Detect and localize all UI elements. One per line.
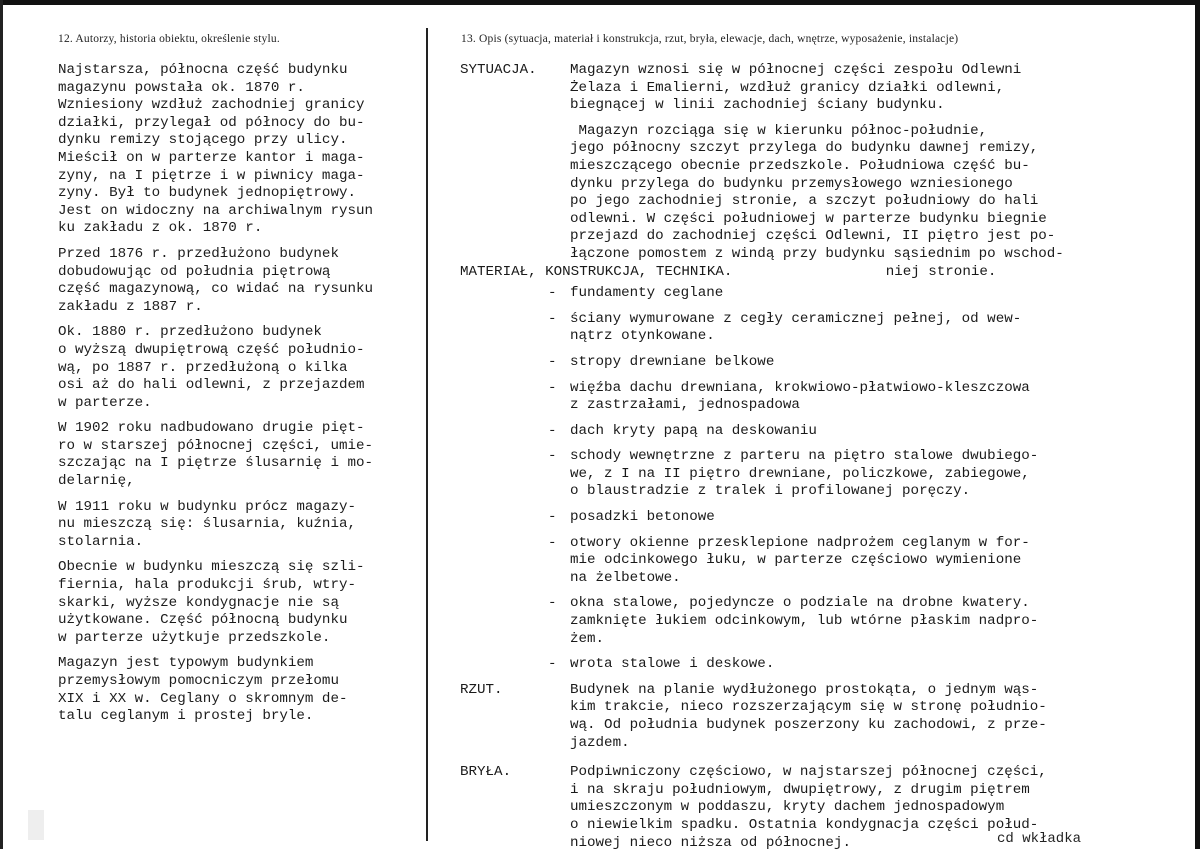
dash-bullet: - xyxy=(548,285,557,302)
material-list xyxy=(548,285,1185,674)
scan-smudge xyxy=(28,810,44,840)
material-item-text: ściany wymurowane z cegły ceramicznej pełnej, od wew- nątrz otynkowane. xyxy=(570,310,1022,345)
material-list-item xyxy=(548,448,1185,501)
material-list-item xyxy=(548,509,1185,527)
material-list-item xyxy=(548,380,1185,415)
dash-bullet: - xyxy=(548,509,557,526)
history-paragraph: Przed 1876 r. przedłużono budynek dobudowując od południa piętrową część magazynową, co widać na rysunku zakładu z 1887 r. xyxy=(58,245,374,315)
right-column-header: 13. Opis (sytuacja, materiał i konstrukcja, rzut, bryła, elewacje, dach, wnętrze, wyposażenie, instalacje) xyxy=(461,33,959,45)
material-item-text: stropy drewniane belkowe xyxy=(570,353,775,370)
dash-bullet: - xyxy=(548,448,557,465)
dash-bullet: - xyxy=(548,379,557,396)
material-title: MATERIAŁ, KONSTRUKCJA, TECHNIKA. niej stronie. xyxy=(460,263,997,280)
material-item-text: posadzki betonowe xyxy=(570,509,715,526)
rzut-section xyxy=(460,682,1185,752)
history-column xyxy=(58,62,426,734)
history-paragraph: Magazyn jest typowym budynkiem przemysłowym pomocniczym przełomu XIX i XX w. Ceglany o skromnym de- talu ceglanym i prostej bryle. xyxy=(58,655,348,725)
material-item-text: schody wewnętrzne z parteru na piętro stalowe dwubiego- we, z I na II piętro drewniane, policzkowe, zabiegowe, o blaustradzie z tralek i profilowanej poręczy. xyxy=(570,448,1039,500)
material-list-item xyxy=(548,285,1185,303)
dash-bullet: - xyxy=(548,656,557,673)
material-list-item xyxy=(548,656,1185,674)
dash-bullet: - xyxy=(548,422,557,439)
material-list-item xyxy=(548,595,1185,648)
scan-border-left xyxy=(0,0,3,849)
history-paragraph: Najstarsza, północna część budynku magazynu powstała ok. 1870 r. Wzniesiony wzdłuż zachodniej granicy działki, przylegał od północy do bu- dynku remizy stojącego przy ulicy. Mieścił on w parterze kantor i maga- zyny, na I piętrze i w piwnicy maga- zyny. Był to budynek jednopiętrowy. Jest on widoczny na archiwalnym rysun ku zakładu z ok. 1870 r. xyxy=(58,62,374,237)
history-paragraph: Ok. 1880 r. przedłużono budynek o wyższą dwupiętrową część południo- wą, po 1887 r. przedłużoną o kilka osi aż do hali odlewni, z przejazdem w parterze. xyxy=(58,324,365,411)
sytuacja-section xyxy=(460,62,1185,264)
material-item-text: otwory okienne przesklepione nadprożem ceglanym w for- mie odcinkowego łuku, w parterze częściowo wymienione na żelbetowe. xyxy=(570,534,1030,586)
description-column xyxy=(460,62,1185,852)
dash-bullet: - xyxy=(548,534,557,551)
dash-bullet: - xyxy=(548,595,557,612)
left-column-header: 12. Autorzy, historia obiektu, określenie stylu. xyxy=(58,33,280,45)
material-item-text: dach kryty papą na deskowaniu xyxy=(570,422,817,439)
sytuacja-label: SYTUACJA. xyxy=(460,62,537,78)
column-divider xyxy=(426,28,428,841)
rzut-label: RZUT. xyxy=(460,681,503,698)
material-list-item xyxy=(548,311,1185,346)
scan-border-top xyxy=(0,0,1200,5)
continuation-note: cd wkładka xyxy=(997,831,1082,847)
material-list-item xyxy=(548,423,1185,441)
bryla-text: Podpiwniczony częściowo, w najstarszej północnej części, i na skraju południowym, dwupiętrowy, z drugim piętrem umieszczonym w poddaszu, kryty dachem jednospadowym o niewielkim spadku. Ostatnia kondygnacja części połud- niowej nieco niższa od północnej. xyxy=(570,764,1047,851)
sytuacja-text-2: Magazyn rozciąga się w kierunku północ-południe, jego północny szczyt przylega do budynku dawnej remizy, mieszczącego obecnie przedszkole. Południowa część bu- dynku przylega do budynku przemysłowego wzniesionego po jego zachodniej stronie, a szczyt południowy do hali odlewni. W części południowej w parterze budynku biegnie przejazd do zachodniej części Odlewni, II piętro jest po- łączone pomostem z windą przy budynku sąsiednim po wschod- xyxy=(570,122,1064,262)
dash-bullet: - xyxy=(548,353,557,370)
material-item-text: więźba dachu drewniana, krokwiowo-płatwiowo-kleszczowa z zastrzałami, jednospadowa xyxy=(570,379,1030,414)
history-paragraph: W 1902 roku nadbudowano drugie pięt- ro w starszej północnej części, umie- szczając na I piętrze ślusarnię i mo- delarnię, xyxy=(58,420,374,490)
dash-bullet: - xyxy=(548,310,557,327)
rzut-text: Budynek na planie wydłużonego prostokąta, o jednym wąs- kim trakcie, nieco rozszerzającym się w stronę południo- wą. Od południa budynek poszerzony ku zachodowi, z prze- jazdem. xyxy=(570,681,1047,751)
material-item-text: wrota stalowe i deskowe. xyxy=(570,656,775,673)
material-item-text: okna stalowe, pojedyncze o podziale na drobne kwatery. zamknięte łukiem odcinkowym, lub wtórne płaskim nadpro- żem. xyxy=(570,595,1039,647)
scan-border-right xyxy=(1195,0,1200,849)
material-list-item xyxy=(548,535,1185,588)
material-item-text: fundamenty ceglane xyxy=(570,285,724,302)
sytuacja-text-1: Magazyn wznosi się w północnej części zespołu Odlewni Żelaza i Emalierni, wzdłuż granicy działki odlewni, biegnącej w linii zachodniej ściany budynku. xyxy=(570,62,1022,114)
bryla-label: BRYŁA. xyxy=(460,764,512,781)
material-section xyxy=(460,264,1185,674)
material-list-item xyxy=(548,354,1185,372)
history-paragraph: W 1911 roku w budynku prócz magazy- nu mieszczą się: ślusarnia, kuźnia, stolarnia. xyxy=(58,498,356,550)
history-paragraph: Obecnie w budynku mieszczą się szli- fiernia, hala produkcji śrub, wtry- skarki, wyższe kondygnacje nie są użytkowane. Część północną budynku w parterze użytkuje przedszkole. xyxy=(58,559,365,646)
